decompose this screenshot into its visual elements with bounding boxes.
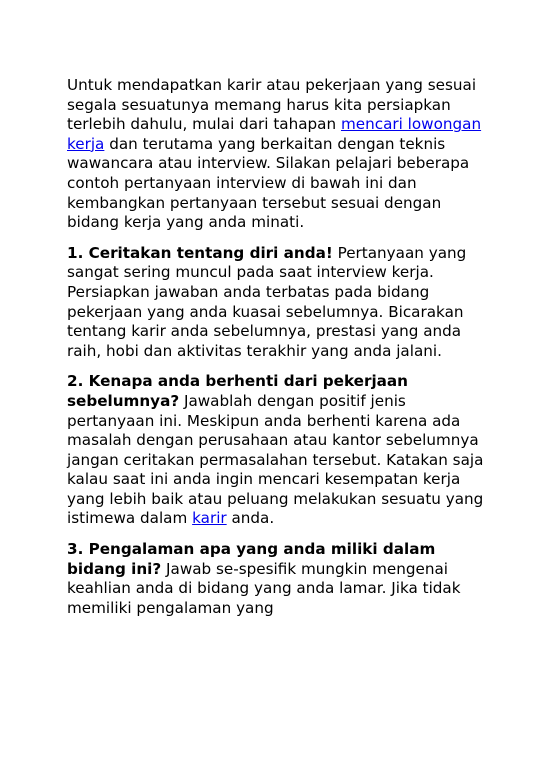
question-1-title: 1. Ceritakan tentang diri anda! bbox=[67, 243, 333, 262]
question-3-paragraph bbox=[67, 540, 487, 618]
question-2-title: 2. Kenapa anda berhenti dari pekerjaan sebelumnya? bbox=[67, 372, 408, 410]
question-3-body: Jawab se-spesifik mungkin mengenai keahlian anda di bidang yang anda lamar. Jika tidak memiliki pengalaman yang bbox=[67, 559, 461, 617]
question-2-body-end: anda. bbox=[226, 509, 275, 528]
intro-text-2: dan terutama yang berkaitan dengan teknis wawancara atau interview. Silakan pelajari beberapa contoh pertanyaan interview di bawah ini dan kembangkan pertanyaan tersebut sesuai dengan bidang kerja yang anda minati. bbox=[67, 134, 470, 232]
link-karir[interactable]: karir bbox=[192, 509, 227, 528]
question-2-paragraph bbox=[67, 372, 487, 529]
document-page bbox=[67, 76, 487, 629]
question-1-paragraph bbox=[67, 244, 487, 362]
question-1-body: Pertanyaan yang sangat sering muncul pada saat interview kerja. Persiapkan jawaban anda terbatas pada bidang pekerjaan yang anda kuasai sebelumnya. Bicarakan tentang karir anda sebelumnya, prestasi yang anda raih, hobi dan aktivitas terakhir yang anda jalani. bbox=[67, 243, 467, 360]
question-2-body: Jawablah dengan positif jenis pertanyaan ini. Meskipun anda berhenti karena ada masalah dengan perusahaan atau kantor sebelumnya jangan ceritakan permasalahan tersebut. Katakan saja kalau saat ini anda ingin mencari kesempatan kerja yang lebih baik atau peluang melakukan sesuatu yang istimewa dalam bbox=[67, 391, 484, 528]
question-3-title: 3. Pengalaman apa yang anda miliki dalam bidang ini? bbox=[67, 540, 436, 578]
intro-text-1: Untuk mendapatkan karir atau pekerjaan yang sesuai segala sesuatunya memang harus kita persiapkan terlebih dahulu, mulai dari tahapan bbox=[67, 76, 477, 134]
link-mencari-lowongan-kerja[interactable]: mencari lowongan kerja bbox=[67, 115, 482, 153]
intro-paragraph bbox=[67, 76, 487, 233]
